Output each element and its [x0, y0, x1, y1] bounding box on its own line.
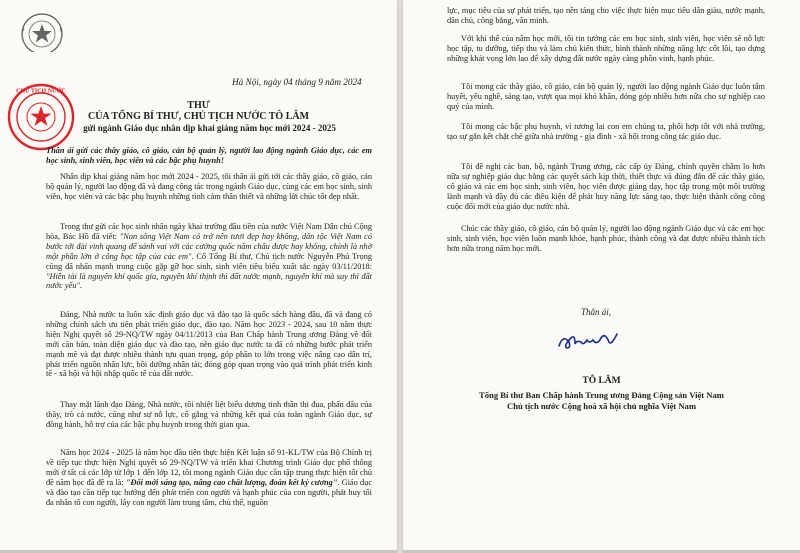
paragraph-1: Nhân dịp khai giảng năm học mới 2024 - 2025, tôi thân ái gửi tới các thầy giáo, cô giáo, cán bộ quản lý, người lao động đã và đang công tác trong ngành Giáo dục, cùng các em học sinh, sinh viên, học viên và các bậc phụ huynh những tình cảm thân thiết và những lời chúc tốt đẹp nhất. — [46, 172, 372, 201]
letter-author-line: CỦA TỔNG BÍ THƯ, CHỦ TỊCH NƯỚC TÔ LÂM — [87, 111, 310, 122]
paragraph-5-text-b: . Giáo dục và đào tạo cần tiếp tục hướng đến phát triển con người và hạnh phúc của con người, phát huy tối đa nhân tố con người, lấy con người làm trung tâm, chủ thể, nguồn — [46, 477, 373, 507]
signer-title-2: Chủ tịch nước Cộng hoà xã hội chủ nghĩa Việt Nam — [507, 401, 696, 411]
paragraph-students: Với khí thế của năm học mới, tôi tin tưởng các em học sinh, sinh viên, học viên sẽ nỗ lực học tập, tu dưỡng, tiếp thu và làm chủ kiến thức, hình thành những năng lực cốt lõi, tạo dựng những khát vọng lớn lao để xây dựng đất nước ngày càng phồn vinh, hạnh phúc. — [447, 34, 765, 63]
paragraph-3: Đảng, Nhà nước ta luôn xác định giáo dục và đào tạo là quốc sách hàng đầu, đã và đang có những chính sách ưu tiên phát triển giáo dục, đào tạo. Năm học 2023 - 2024, sau 10 năm thực hiện Nghị quyết số 29-NQ/TW ngày 04/11/2013 của Ban Chấp hành Trung ương Đảng về đổi mới căn bản, toàn diện giáo dục và đào tạo, nền giáo dục nước ta đã có những bước phát triển mạnh mẽ và đạt được nhiều thành tựu quan trọng, góp phần to lớn trong việc nâng cao dân trí, phát triển nguồn nhân lực, bồi dưỡng nhân tài; đóng góp quan trọng vào quá trình phát triển kinh tế - xã hội và hội nhập quốc tế của đất nước. — [46, 310, 372, 379]
paragraph-2-text-c: . — [79, 281, 82, 291]
national-emblem-icon — [12, 4, 72, 52]
paragraph-wishes: Chúc các thầy giáo, cô giáo, cán bộ quản lý, người lao động ngành Giáo dục và các em học sinh, sinh viên, học viên luôn mạnh khỏe, hạnh phúc, thành công và đạt được nhiều thành tích hơn nữa trong năm học mới. — [447, 224, 765, 253]
school-year-theme: "Đổi mới sáng tạo, nâng cao chất lượng, đoàn kết kỷ cương" — [125, 477, 338, 487]
quote-ho-chi-minh: "Non sông Việt Nam có trở nên tươi đẹp hay không, dân tộc Việt Nam có bước tới đài vinh quang để sánh vai với các cường quốc năm châu được hay không, chính là nhờ một phần lớn ở công học tập của các em" — [46, 231, 372, 261]
paragraph-authorities: Tôi đề nghị các ban, bộ, ngành Trung ương, các cấp ủy Đảng, chính quyền chăm lo hơn nữa sự nghiệp giáo dục bằng các quyết sách kịp thời, thiết thực và đúng đắn để các thầy giáo, cô giáo và các em học sinh, sinh viên, học viên được giảng dạy, học tập trong một môi trường lành mạnh và đầy đủ các điều kiện để phát huy năng lực sáng tạo, thực hiện thành công công cuộc đổi mới của giáo dục nước nhà. — [447, 162, 765, 211]
signer-name: TÔ LÂM — [582, 376, 621, 386]
paragraph-2-text-b: . Cố Tổng Bí thư, Chủ tịch nước Nguyễn Phú Trọng cũng đã nhấn mạnh trong cuộc gặp gỡ học sinh, sinh viên tiêu biểu xuất sắc ngày 03/11/2018: — [46, 251, 372, 271]
quote-nguyen-phu-trong: "Hiền tài là nguyên khí quốc gia, nguyên khí thịnh thì đất nước mạnh, nguyên khí mà suy thì đất nước yếu" — [46, 271, 372, 291]
closing-salutation: Thân ái, — [581, 307, 612, 317]
letter-page-2 — [403, 0, 800, 553]
paragraph-continued: lực, mục tiêu của sự phát triển, tạo nền tảng cho việc thực hiện mục tiêu dân giàu, nước mạnh, dân chủ, công bằng, văn minh. — [447, 6, 765, 25]
paragraph-2-text-a: Trong thư gửi các học sinh nhân ngày khai trường đầu tiên của nước Việt Nam Dân chủ Cộng hòa, Bác Hồ đã viết: — [46, 222, 372, 241]
handwritten-signature — [553, 320, 623, 358]
paragraph-5 — [46, 448, 372, 507]
greeting: Thân ái gửi các thầy giáo, cô giáo, cán bộ quản lý, người lao động ngành Giáo dục, các em học sinh, sinh viên, học viên và các bậc phụ huynh! — [46, 146, 372, 165]
signer-title-1: Tổng Bí thư Ban Chấp hành Trung ương Đảng Cộng sản Việt Nam — [479, 390, 724, 400]
paragraph-4: Thay mặt lãnh đạo Đảng, Nhà nước, tôi nhiệt liệt biểu dương tinh thần thi đua, phấn đấu của thầy, trò cả nước, cũng như sự nỗ lực, cố gắng và những kết quả của toàn ngành Giáo dục, sự đồng hành, hỗ trợ của các bậc phụ huynh trong thời gian qua. — [46, 400, 372, 429]
letter-subject-line: gửi ngành Giáo dục nhân dịp khai giảng năm học mới 2024 - 2025 — [83, 123, 336, 133]
letter-title: THƯ — [187, 100, 210, 111]
paragraph-5-text-a: Năm học 2024 - 2025 là năm học đầu tiên thực hiện Kết luận số 91-KL/TW của Bộ Chính trị về tiếp tục thực hiện Nghị quyết số 29-NQ/TW và triển khai Chương trình Giáo dục phổ thông mới ở tất cả các lớp từ lớp 1 đến lớp 12, tôi mong ngành Giáo dục cần tập trung thực hiện tốt chủ đề năm học đã đề ra là: — [46, 448, 372, 487]
svg-text:CHỦ TỊCH NƯỚC: CHỦ TỊCH NƯỚC — [16, 88, 66, 95]
paragraph-teachers: Tôi mong các thầy giáo, cô giáo, cán bộ quản lý, người lao động ngành Giáo dục luôn tâm huyết, yêu nghề, sáng tạo, vượt qua mọi khó khăn, đóng góp nhiều hơn nữa cho sự nghiệp cao quý của mình. — [447, 82, 765, 111]
letter-page-1 — [0, 0, 397, 553]
paragraph-2 — [46, 222, 372, 291]
place-and-date: Hà Nội, ngày 04 tháng 9 năm 2024 — [232, 77, 362, 87]
paragraph-parents: Tôi mong các bậc phụ huynh, vì tương lai con em chúng ta, phối hợp tốt với nhà trường, tạo sự gắn kết chặt chẽ giữa nhà trường - gia đình - xã hội trong công tác giáo dục. — [447, 122, 765, 141]
